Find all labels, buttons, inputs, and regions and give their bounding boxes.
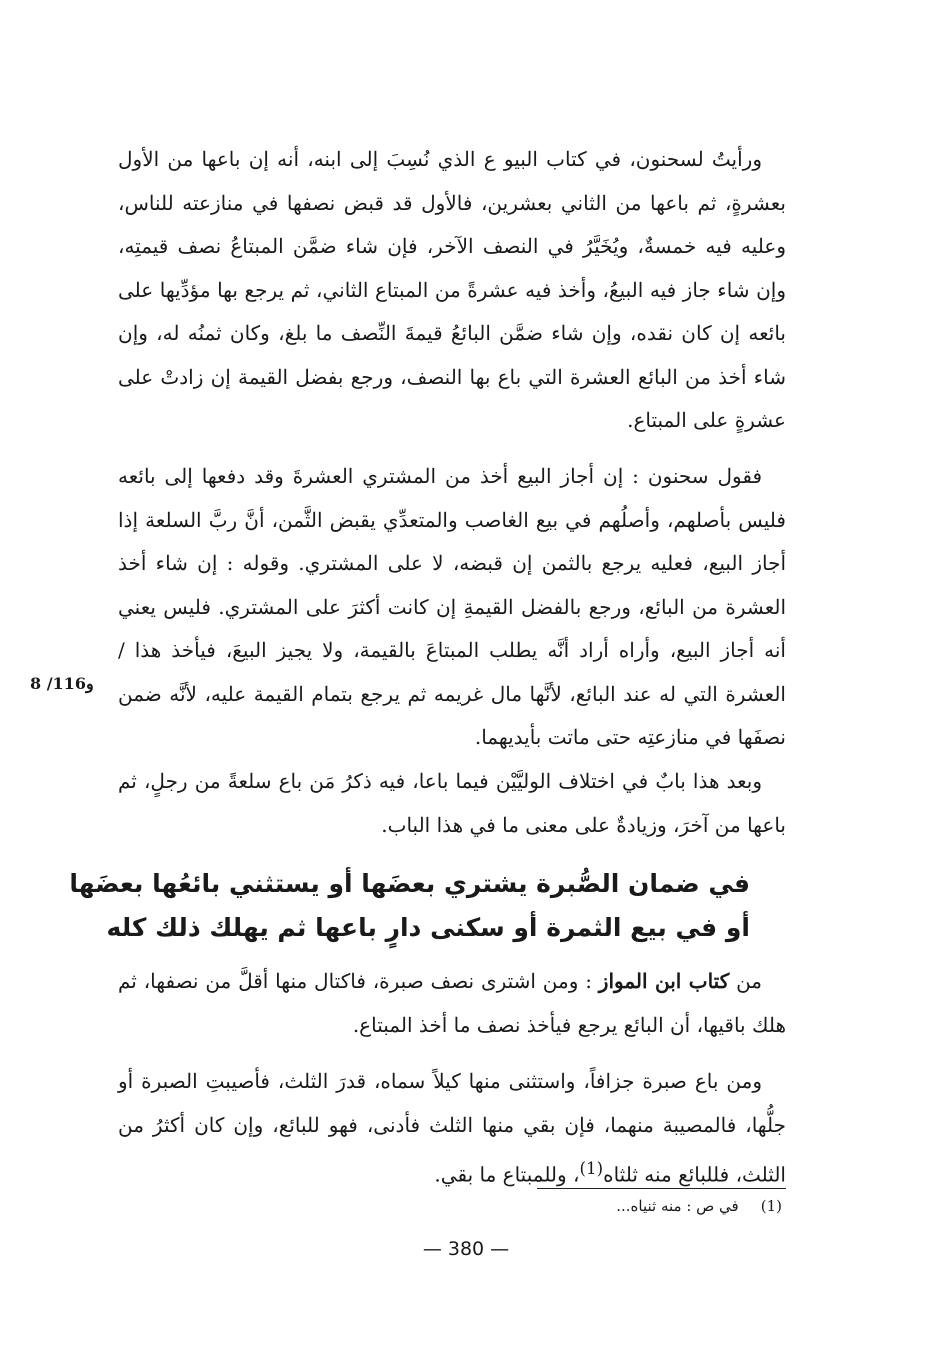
page-number: — 380 —: [422, 1238, 510, 1260]
paragraph-text: [118, 960, 786, 1047]
paragraph-tail: ، وللمبتاع ما بقي.: [434, 1162, 580, 1187]
paragraph-text: ورأيتُ لسحنون، في كتاب البيو ع الذي نُسِبَ إلى ابنه، أنه إن باعها من الأول بعشرةٍ، ثم باعها من الثاني بعشرين، فالأول قد قبض نصفها في منازعته للناس، وعليه فيه خمسةٌ، ويُخَيَّرُ في النصف الآخر، فإن شاء ضمَّن المبتاعُ نصف قيمتِه، وإن شاء جاز فيه البيعُ، وأخذ فيه عشرةً من المبتاع الثاني، ثم يرجع بها مؤدِّيها على بائعه إن كان نقده، وإن شاء ضمَّن البائعُ قيمةَ النِّصف ما بلغ، وكان ثمنُه له، وإن شاء أخذ من البائع العشرة التي باع بها النصف، ورجع بفضل القيمة إن زادتْ على عشرةٍ على المبتاع.: [118, 147, 786, 432]
manuscript-folio-note: 8 /116و: [30, 674, 94, 693]
footnote-reference: (1): [579, 1159, 604, 1178]
footnote-number: (1): [760, 1197, 782, 1215]
paragraph-text: وبعد هذا بابٌ في اختلاف الوليَّيْن فيما باعا، فيه ذكرُ مَن باع سلعةً من رجلٍ، ثم باعها من آخرَ، وزيادةٌ على معنى ما في هذا الباب.: [118, 769, 786, 837]
footnote-text: في ص : منه ثنياه...: [616, 1197, 739, 1215]
cited-source: كتاب ابن المواز: [598, 969, 730, 993]
paragraph-lead-word: من: [736, 969, 763, 993]
heading-line-2: أو في بيع الثمرة أو سكنى دارٍ باعها ثم يهلك ذلك كله: [106, 913, 750, 942]
paragraph-2: [118, 455, 786, 760]
footnote-divider: [537, 1188, 786, 1189]
paragraph-1: [118, 138, 786, 443]
paragraph-3: [118, 760, 786, 847]
paragraph-text: فقول سحنون : إن أجاز البيع أخذ من المشتري العشرةَ وقد دفعها إلى بائعه فليس بأصلهم، وأصلُهم في بيع الغاصب والمتعدِّي يقبض الثَّمن، أنَّ ربَّ السلعة إذا أجاز البيع، فعليه يرجع بالثمن إن قبضه، لا على المشتري. وقوله : إن شاء أخذ العشرة من البائع، ورجع بالفضل القيمةِ إن كانت أكثرَ على المشتري. فليس يعني أنه أجاز البيع، وأراه أراد أنَّه يطلب المبتاعَ بالقيمة، ولا يجيز البيعَ، فيأخذ هذا / العشرة التي له عند البائع، لأنَّها مال غريمه ثم يرجع بتمام القيمة عليه، لأنَّه ضمن نصفَها في منازعتِه حتى ماتت بأيديهما.: [118, 464, 786, 749]
section-heading: [69, 862, 750, 950]
paragraph-text: [118, 1060, 786, 1197]
footnote: [560, 1194, 782, 1218]
heading-line-1: في ضمان الصُّبرة يشتري بعضَها أو يستثني بائعُها بعضَها: [69, 869, 750, 898]
paragraph-4: [118, 960, 786, 1047]
paragraph-5: [118, 1060, 786, 1197]
paragraph-body: ومن باع صبرة جزافاً، واستثنى منها كيلاً سماه، قدرَ الثلث، فأصيبتِ الصبرة أو جلُّها، فالمصيبة منهما، فإن بقي منها الثلث فأدنى، فهو للبائع، وإن كان أكثرُ من الثلث، فللبائع منه ثلثاه: [118, 1069, 786, 1187]
paragraph-body: : ومن اشترى نصف صبرة، فاكتال منها أقلَّ من نصفها، ثم هلك باقيها، أن البائع يرجع فيأخذ نصف ما أخذ المبتاع.: [118, 969, 786, 1037]
